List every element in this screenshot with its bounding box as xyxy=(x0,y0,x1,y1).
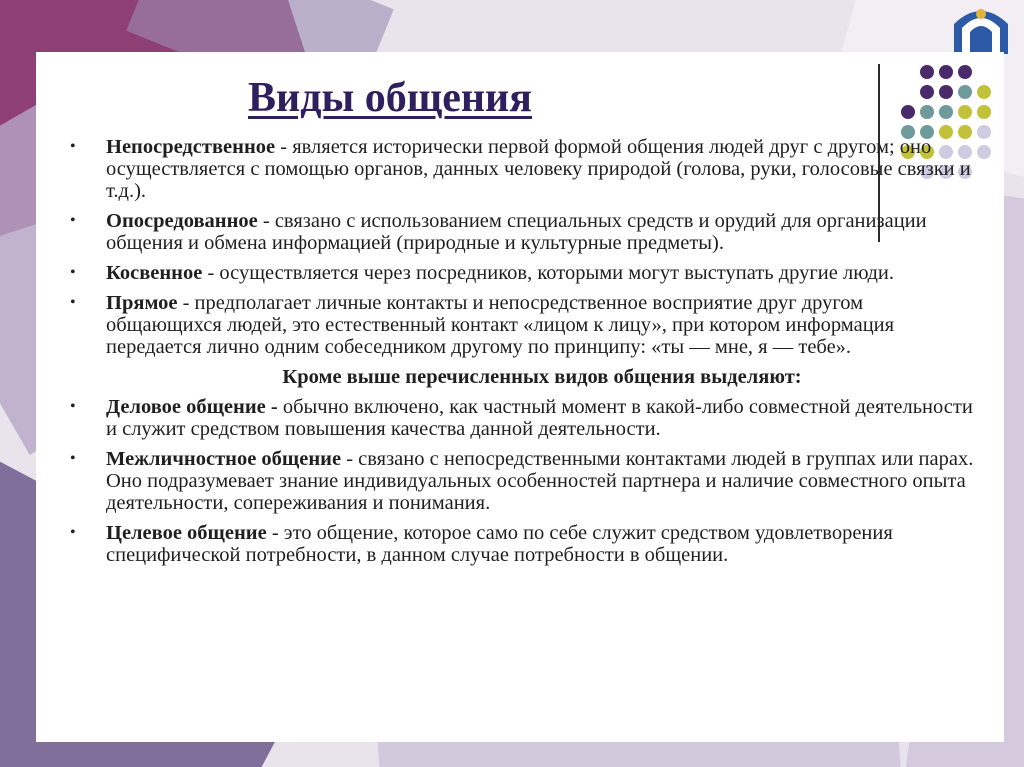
list-item xyxy=(66,262,978,284)
item-text: - связано с использованием специальных средств и орудий для организации общения и обмена информацией (природные и культурные предметы). xyxy=(106,210,927,254)
item-text: - это общение, которое само по себе служит средством удовлетворения специфической потребности, в данном случае потребности в общении. xyxy=(106,522,893,566)
decor-dot xyxy=(977,105,991,119)
item-text: - является исторически первой формой общения людей друг с другом; оно осуществляется с помощью органов, данных человеку природой (голова, руки, голосовые связки и т.д.). xyxy=(106,136,971,202)
bullet-icon: • xyxy=(70,294,76,311)
decor-dot xyxy=(958,85,972,99)
item-term: Деловое общение - xyxy=(106,396,278,418)
decor-dot xyxy=(920,65,934,79)
list-item xyxy=(66,136,978,202)
item-text: - предполагает личные контакты и непосредственное восприятие друг другом общающихся людей, это естественный контакт «лицом к лицу», при котором информация передается лично одним собеседником другому по принципу: «ты — мне, я — тебе». xyxy=(106,292,895,358)
subheading: Кроме выше перечисленных видов общения выделяют: xyxy=(282,366,802,388)
list-item xyxy=(66,396,978,440)
slide-content xyxy=(36,52,1004,742)
item-text: обычно включено, как частный момент в какой-либо совместной деятельности и служит средством повышения качества данной деятельности. xyxy=(106,396,973,440)
bullet-list-top xyxy=(66,136,978,358)
decor-dot xyxy=(977,145,991,159)
item-term: Непосредственное xyxy=(106,136,276,158)
decor-dot xyxy=(939,65,953,79)
bullet-icon: • xyxy=(70,264,76,281)
item-text: - осуществляется через посредников, которыми могут выступать другие люди. xyxy=(202,262,894,284)
slide-title: Виды общения xyxy=(248,75,532,121)
list-item xyxy=(66,292,978,358)
list-item xyxy=(66,448,978,514)
decor-dot xyxy=(920,85,934,99)
decor-dot xyxy=(901,105,915,119)
decor-dot xyxy=(920,105,934,119)
item-term: Косвенное xyxy=(106,262,203,284)
item-term: Прямое xyxy=(106,292,178,314)
item-term: Опосредованное xyxy=(106,210,258,232)
decor-dot xyxy=(977,125,991,139)
decor-dot xyxy=(939,85,953,99)
item-term: Межличностное общение xyxy=(106,448,342,470)
text-body xyxy=(66,136,978,574)
item-text: - связано с непосредственными контактами людей в группах или парах. Оно подразумевает знание индивидуальных особенностей партнера и наличие совместного опыта деятельности, сопереживания и понимания. xyxy=(106,448,974,514)
decor-dot xyxy=(977,85,991,99)
decor-dot xyxy=(958,65,972,79)
bullet-icon: • xyxy=(70,212,76,229)
bullet-icon: • xyxy=(70,138,76,155)
item-term: Целевое общение xyxy=(106,522,267,544)
decor-dot xyxy=(958,105,972,119)
list-item xyxy=(66,210,978,254)
bullet-list-bottom xyxy=(66,396,978,566)
bullet-icon: • xyxy=(70,398,76,415)
decor-dot xyxy=(939,105,953,119)
list-item xyxy=(66,522,978,566)
emblem-logo xyxy=(944,2,1018,54)
bullet-icon: • xyxy=(70,450,76,467)
bullet-icon: • xyxy=(70,524,76,541)
